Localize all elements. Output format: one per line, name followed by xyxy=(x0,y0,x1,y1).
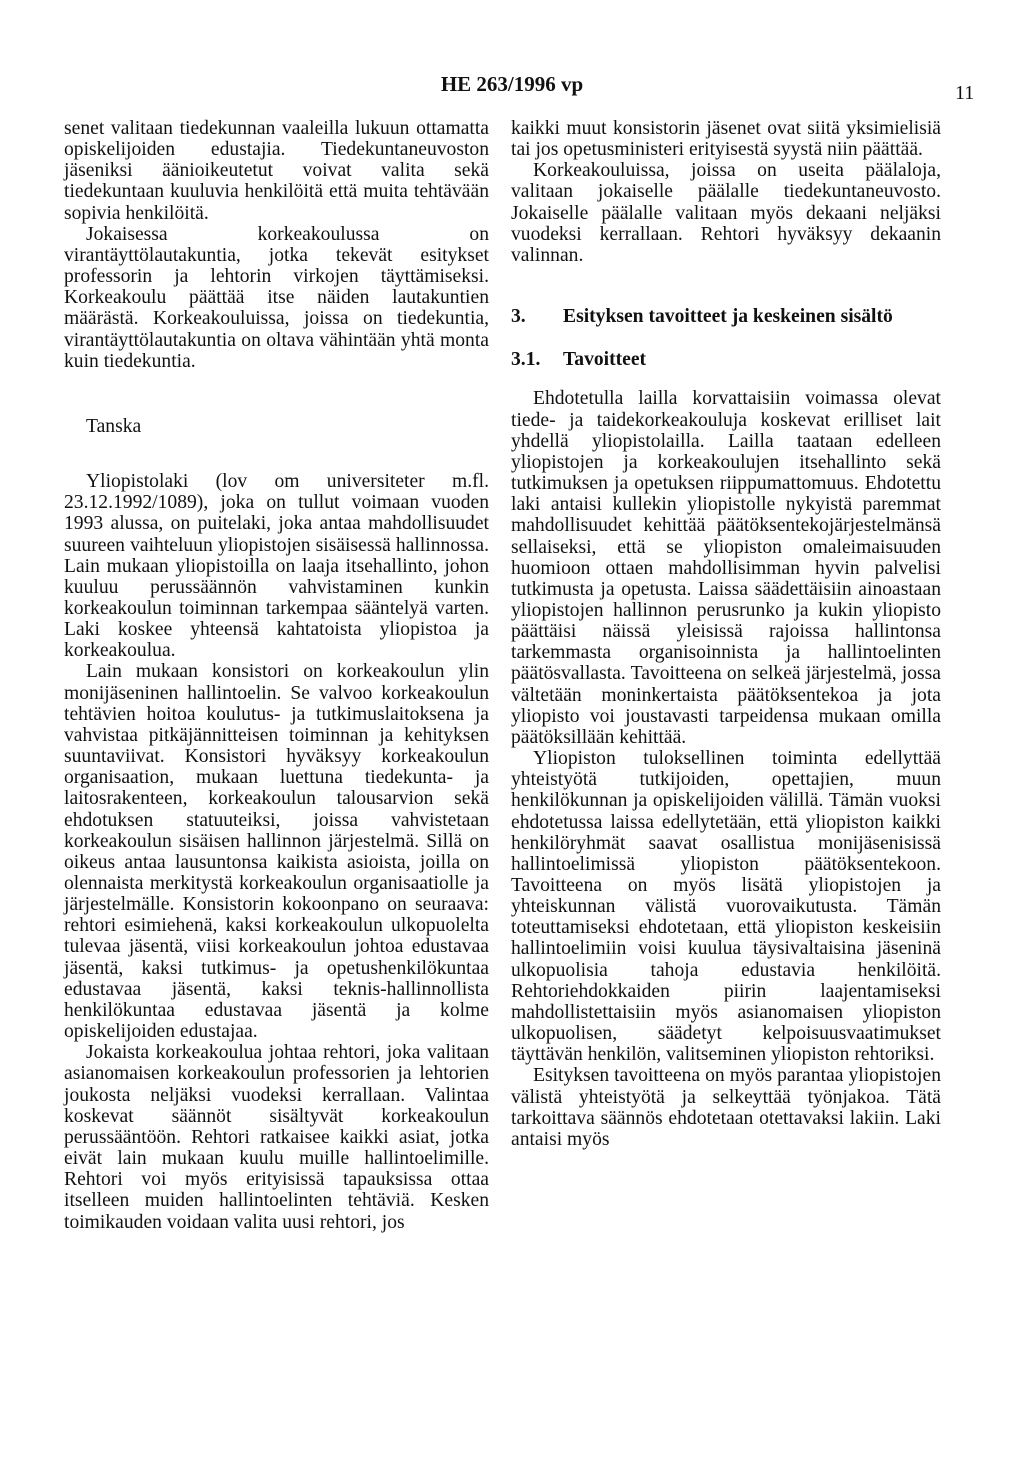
section-heading-3 xyxy=(511,306,941,327)
page-header: HE 263/1996 vp xyxy=(440,72,584,96)
left-column xyxy=(64,118,489,1233)
section-number: 3. xyxy=(511,306,526,328)
country-heading: Tanska xyxy=(86,415,142,437)
page-number: 11 xyxy=(955,82,975,104)
paragraph: Yliopistolaki (lov om universiteter m.fl. 23.12.1992/1089), joka on tullut voimaan vuoden 1993 alussa, on puitelaki, joka antaa mahdollisuudet suureen vaihteluun yliopistojen sisäisessä hallinnossa. Lain mukaan yliopistoilla on laaja itsehallinto, johon kuuluu perussäännön vahvistaminen kunkin korkeakoulun toiminnan tarkempaa sääntelyä varten. Laki koskee yhteensä kahtatoista yliopistoa ja korkeakoulua. xyxy=(64,471,489,662)
section-title: Esityksen tavoitteet ja keskeinen sisältö xyxy=(563,306,893,328)
paragraph: Yliopiston tuloksellinen toiminta edellyttää yhteistyötä tutkijoiden, opettajien, muun henkilökunnan ja opiskelijoiden välillä. Tämän vuoksi ehdotetussa laissa edellytetään, että yliopiston kaikki henkilöryhmät saavat osallistua monijäsenisissä hallintoelimissä yliopiston päätöksentekoon. Tavoitteena on myös lisätä yliopistojen ja yhteiskunnan välistä vuorovaikutusta. Tämän toteuttamiseksi ehdotetaan, että yliopiston keskeisiin hallintoelimiin voisi kuulua täysivaltaisina jäseninä ulkopuolisia tahoja edustavia henkilöitä. Rehtoriehdokkaiden piirin laajentamiseksi mahdollistettaisiin myös asianomaisen yliopiston ulkopuolisen, säädetyt kelpoisuusvaatimukset täyttävän henkilön, valitseminen yliopiston rehtoriksi. xyxy=(511,748,941,1066)
paragraph: Ehdotetulla lailla korvattaisiin voimassa olevat tiede- ja taidekorkeakouluja koskevat erilliset lait yhdellä yliopistolailla. Lailla taataan edelleen yliopistojen ja korkeakoulujen itsehallinto sekä tutkimuksen ja opetuksen riippumattomuus. Ehdotettu laki antaisi kullekin yliopistolle nykyistä paremmat mahdollisuudet kehittää päätöksentekojärjestelmänsä sellaiseksi, että se yliopiston omaleimaisuuden huomioon ottaen mahdollisimman hyvin palvelisi tutkimusta ja opetusta. Laissa säädettäisiin ainoastaan yliopistojen hallinnon perusrunko ja kukin yliopisto päättäisi näissä yleisissä rajoissa hallintonsa tarkemmasta organisoinnista ja hallintoelinten päätösvallasta. Tavoitteena on selkeä järjestelmä, jossa vältetään moninkertaista päätöksentekoa ja jota yliopisto voi joustavasti tarpeidensa mukaan omilla päätöksillään kehittää. xyxy=(511,388,941,748)
paragraph: Jokaisessa korkeakoulussa on virantäyttölautakuntia, jotka tekevät esitykset professorin ja lehtorin virkojen täyttämiseksi. Korkeakoulu päättää itse näiden lautakuntien määrästä. Korkeakouluissa, joissa on tiedekuntia, virantäyttölautakuntia on oltava vähintään yhtä monta kuin tiedekuntia. xyxy=(64,223,489,372)
section-heading-3-1 xyxy=(511,349,941,370)
paragraph: kaikki muut konsistorin jäsenet ovat siitä yksimielisiä tai jos opetusministeri erityisestä syystä niin päättää. xyxy=(511,118,941,161)
paragraph: senet valitaan tiedekunnan vaaleilla lukuun ottamatta opiskelijoiden edustajia. Tiedekuntaneuvoston jäseniksi äänioikeutetut voivat valita sekä tiedekuntaan kuuluvia henkilöitä että muita tehtävään sopivia henkilöitä. xyxy=(64,118,489,224)
right-column xyxy=(511,118,941,1150)
paragraph: Esityksen tavoitteena on myös parantaa yliopistojen välistä yhteistyötä ja selkeyttää työnjakoa. Tätä tarkoittava säännös ehdotetaan otettavaksi lakiin. Laki antaisi myös xyxy=(511,1065,941,1150)
section-number: 3.1. xyxy=(511,349,541,371)
paragraph: Lain mukaan konsistori on korkeakoulun ylin monijäseninen hallintoelin. Se valvoo korkeakoulun tehtävien hoitoa koulutus- ja tutkimuslaitoksena ja vahvistaa pitkäjännitteisen toiminnan ja kehityksen suuntaviivat. Konsistori hyväksyy korkeakoulun organisaation, mukaan luettuna tiedekunta- ja laitosrakenteen, korkeakoulun talousarvion sekä ehdotuksen statuuteiksi, joissa vahvistetaan korkeakoulun sisäisen hallinnon järjestelmä. Sillä on oikeus antaa lausuntonsa kaikista asioista, joilla on olennaista merkitystä korkeakoulun organisaatiolle ja järjestelmälle. Konsistorin kokoonpano on seuraava: rehtori esimiehenä, kaksi korkeakoulun ulkopuolelta tulevaa jäsentä, viisi korkeakoulun johtoa edustavaa jäsentä, kaksi tutkimus- ja opetushenkilökuntaa edustavaa jäsentä, kaksi teknis-hallinnollista henkilökuntaa edustavaa jäsentä ja kolme opiskelijoiden edustajaa. xyxy=(64,661,489,1043)
paragraph: Korkeakouluissa, joissa on useita päälaloja, valitaan jokaiselle päälalle tiedekuntaneuvosto. Jokaiselle päälalle valitaan myös dekaani neljäksi vuodeksi kerrallaan. Rehtori hyväksyy dekaanin valinnan. xyxy=(511,160,941,266)
paragraph: Jokaista korkeakoulua johtaa rehtori, joka valitaan asianomaisen korkeakoulun professorien ja lehtorien joukosta neljäksi vuodeksi kerrallaan. Valintaa koskevat säännöt sisältyvät korkeakoulun perussääntöön. Rehtori ratkaisee kaikki asiat, jotka eivät lain mukaan kuulu muille hallintoelimille. Rehtori voi myös erityisissä tapauksissa ottaa itselleen muiden hallintoelinten tehtäviä. Kesken toimikauden voidaan valita uusi rehtori, jos xyxy=(64,1042,489,1233)
section-title: Tavoitteet xyxy=(563,349,647,371)
